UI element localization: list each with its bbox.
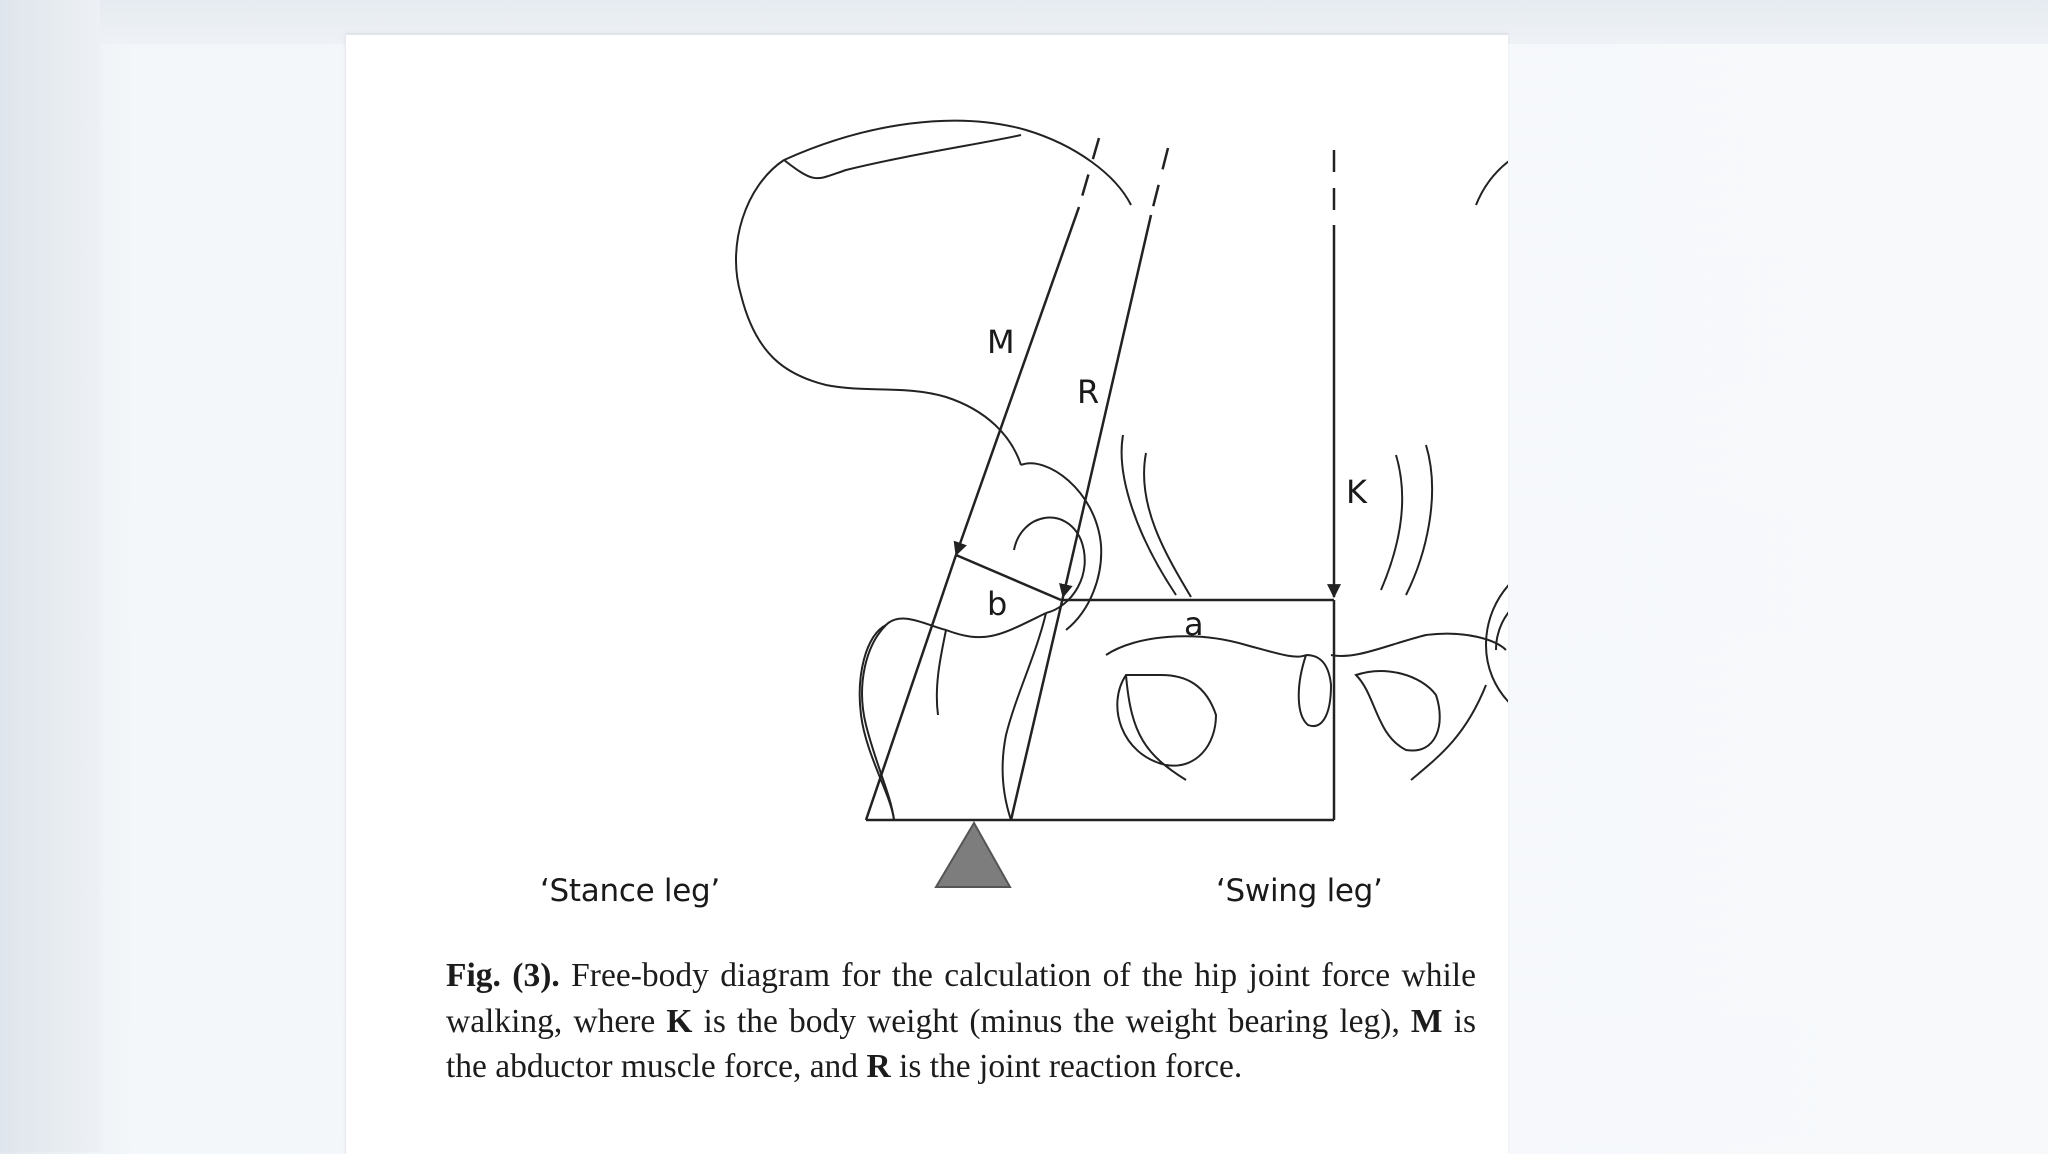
right-femur <box>1486 555 1508 820</box>
pivot-triangle <box>936 823 1010 887</box>
figure-caption <box>446 953 1476 1090</box>
force-r-dashed <box>1151 148 1168 215</box>
caption-text-1: Free-body diagram for the calculation of the hip joint force while walking, where <box>446 957 1476 1040</box>
swing-leg-label: ‘Swing leg’ <box>1216 873 1383 909</box>
caption-text-4: is the joint reaction force. <box>890 1048 1243 1085</box>
force-m-arrow <box>956 207 1079 555</box>
label-b: b <box>987 585 1008 623</box>
document-page[interactable] <box>345 33 1508 1154</box>
label-r: R <box>1077 373 1100 411</box>
diagram-svg <box>346 35 1508 965</box>
force-m-dashed <box>1079 138 1099 207</box>
viewer-left-shade <box>0 0 100 1152</box>
stance-leg-label: ‘Stance leg’ <box>540 873 720 909</box>
label-a: a <box>1184 605 1204 643</box>
label-k: K <box>1346 473 1367 511</box>
label-m: M <box>987 323 1015 361</box>
lever-arm-b <box>956 555 1061 600</box>
caption-term-m: M <box>1410 1002 1443 1040</box>
caption-term-k: K <box>666 1002 693 1040</box>
left-sacral-curve <box>1122 435 1191 597</box>
left-ilium-outline <box>736 121 1131 465</box>
free-body-diagram <box>346 35 1508 965</box>
force-r-extension <box>1011 597 1063 820</box>
caption-fig-label: Fig. (3). <box>446 957 560 994</box>
caption-term-r: R <box>866 1048 891 1085</box>
caption-text-3: is the abductor muscle force, and <box>446 1002 1476 1085</box>
caption-text-2: is the body weight (minus the weight bearing leg), <box>692 1002 1411 1040</box>
right-ilium-outline <box>1381 137 1508 595</box>
pelvis-center <box>1106 634 1506 780</box>
force-m-extension <box>866 555 956 820</box>
